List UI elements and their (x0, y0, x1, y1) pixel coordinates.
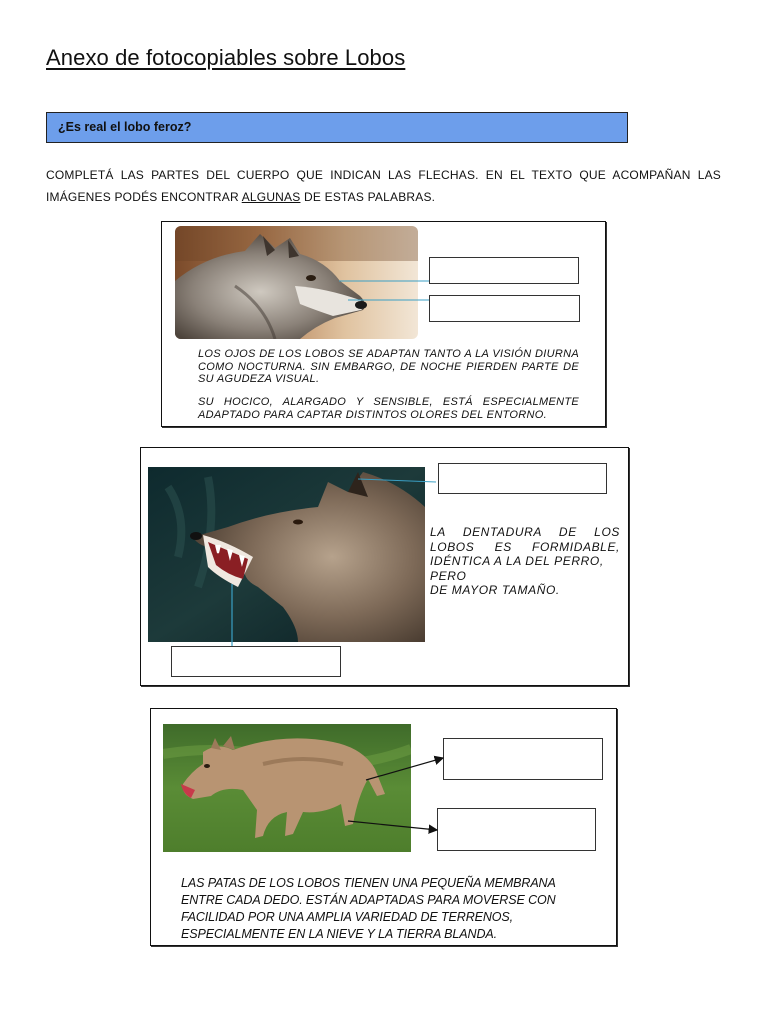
panel2-line-4: PERO (430, 568, 467, 583)
panel2-text (430, 525, 620, 598)
panel1-paragraph-eyes: LOS OJOS DE LOS LOBOS SE ADAPTAN TANTO A LA VISIÓN DIURNA COMO NOCTURNA. SIN EMBARGO, DE NOCHE PIERDEN PARTE DE SU AGUDEZA VISUAL. (198, 348, 579, 385)
answer-box-snout[interactable] (429, 295, 580, 322)
instructions-underlined: ALGUNAS (241, 190, 301, 204)
instructions-before: COMPLETÁ LAS PARTES DEL CUERPO QUE INDICAN LAS FLECHAS. EN EL TEXTO QUE ACOMPAÑAN LAS IMÁGENES PODÉS ENCONTRAR (46, 168, 721, 204)
panel3-paragraph-paws: LAS PATAS DE LOS LOBOS TIENEN UNA PEQUEÑA MEMBRANA ENTRE CADA DEDO. ESTÁN ADAPTADAS PARA MOVERSE CON FACILIDAD POR UNA AMPLIA VARIEDAD DE TERRENOS, ESPECIALMENTE EN LA NIEVE Y LA TIERRA BLANDA. (181, 876, 556, 941)
answer-box-paw[interactable] (437, 808, 596, 851)
page-title: Anexo de fotocopiables sobre Lobos (46, 45, 406, 70)
panel2-line-5: DE MAYOR TAMAÑO. (430, 583, 560, 597)
wolf-snarling-photo (148, 467, 425, 642)
instructions-text (46, 164, 721, 208)
answer-box-ear[interactable] (438, 463, 607, 494)
section-heading: ¿Es real el lobo feroz? (46, 112, 628, 143)
panel2-line-3: IDÉNTICA A LA DEL PERRO, (430, 554, 604, 568)
answer-box-tail[interactable] (443, 738, 603, 780)
panel2-line-1: LA DENTADURA DE LOS (430, 525, 620, 539)
instructions-after: DE ESTAS PALABRAS. (304, 190, 436, 204)
wolf-head-photo (175, 226, 418, 339)
panel2-line-2: LOBOS ES FORMIDABLE, (430, 539, 620, 554)
wolf-standing-photo (163, 724, 411, 852)
answer-box-eyes[interactable] (429, 257, 579, 284)
answer-box-teeth[interactable] (171, 646, 341, 677)
panel1-paragraph-snout: SU HOCICO, ALARGADO Y SENSIBLE, ESTÁ ESPECIALMENTE ADAPTADO PARA CAPTAR DISTINTOS OLORES DEL ENTORNO. (198, 396, 579, 421)
